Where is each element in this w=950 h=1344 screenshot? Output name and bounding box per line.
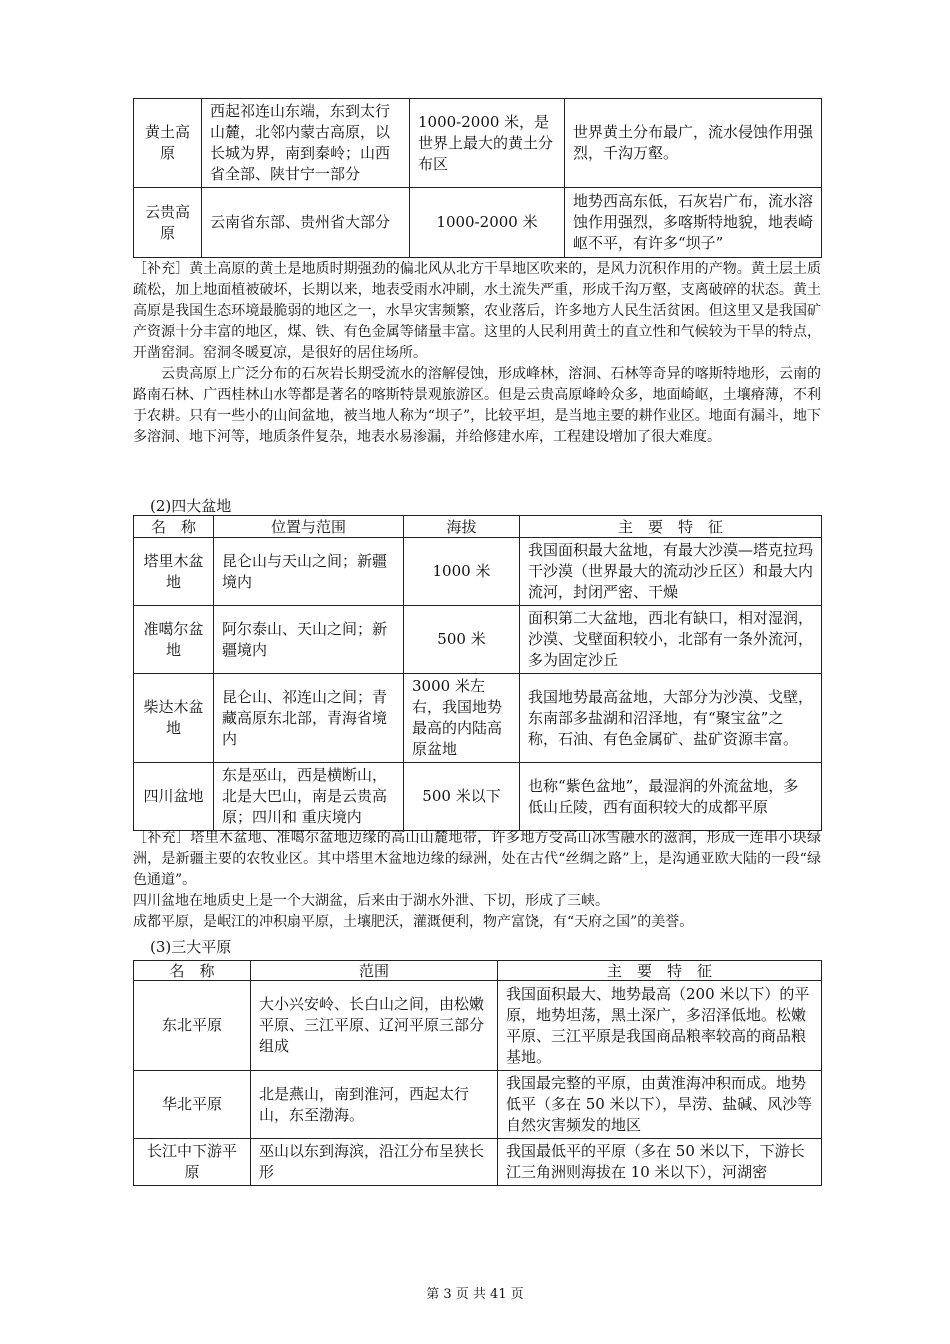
supplement-paragraph: ［补充］黄土高原的黄土是地质时期强劲的偏北风从北方干旱地区吹来的，是风力沉积作用的产物。黄土层土质疏松，加上地面植被破坏，长期以来，地表受雨水冲刷，水土流失严重，形成千沟万壑，支离破碎的状态。黄土高原是我国生态环境最脆弱的地区之一，水旱灾害频繁，农业落后，许多地方人民生活贫困。但这里又是我国矿产资源十分丰富的地区，煤、铁、有色金属等储量丰富。这里的人民利用黄土的直立性和气候较为干旱的特点，开凿窑洞。窑洞冬暖夏凉，是很好的居住场所。 — [133, 261, 821, 361]
page-number: 第 3 页 共 41 页 — [426, 1287, 524, 1302]
column-header: 海拔 — [404, 516, 520, 538]
basin-altitude: 500 米 — [404, 606, 520, 674]
plateau-table — [133, 98, 822, 258]
plateau-features: 世界黄土分布最广，流水侵蚀作用强烈，千沟万壑。 — [565, 99, 822, 188]
plain-features: 我国最完整的平原，由黄淮海冲积而成。地势低平（多在 50 米以下），旱涝、盐碱、风沙等自然灾害频发的地区 — [498, 1071, 822, 1139]
supplement-paragraph: ［补充］塔里木盆地、准噶尔盆地边缘的高山山麓地带，许多地方受高山冰雪融水的滋润，形成一连串小块绿洲，是新疆主要的农牧业区。其中塔里木盆地边缘的绿洲，处在古代“丝绸之路”上，是沟通亚欧大陆的一段“绿色通道”。 — [133, 830, 821, 888]
plateau-range: 西起祁连山东端，东到太行山麓，北邻内蒙古高原，以长城为界，南到秦岭；山西省全部、陕甘宁一部分 — [202, 99, 410, 188]
plain-features: 我国面积最大、地势最高（200 米以下）的平原，地势坦荡，黑土深广，多沼泽低地。松嫩平原、三江平原是我国商品粮率较高的商品粮基地。 — [498, 981, 822, 1071]
basins-heading: (2)四大盆地 — [150, 497, 232, 515]
basin-range: 东是巫山，西是横断山，北是大巴山，南是云贵高原；四川和 重庆境内 — [214, 763, 404, 831]
table-row — [134, 538, 822, 606]
table-header-row — [134, 961, 822, 981]
basin-name: 准噶尔盆地 — [134, 606, 214, 674]
plain-name: 华北平原 — [134, 1071, 251, 1139]
table-row — [134, 674, 822, 763]
plateau-name: 黄土高原 — [134, 99, 202, 188]
plains-heading: (3)三大平原 — [150, 938, 232, 956]
table-row — [134, 1139, 822, 1186]
plain-range: 巫山以东到海滨，沿江分布呈狭长形 — [251, 1139, 498, 1186]
plateau-features: 地势西高东低，石灰岩广布，流水溶蚀作用强烈，多喀斯特地貌，地表崎岖不平，有许多“坝子” — [565, 188, 822, 258]
table-row — [134, 981, 822, 1071]
basin-features: 面积第二大盆地，西北有缺口，相对湿润，沙漠、戈壁面积较小，北部有一条外流河，多为固定沙丘 — [520, 606, 822, 674]
basin-altitude: 1000 米 — [404, 538, 520, 606]
plateau-altitude: 1000-2000 米，是世界上最大的黄土分布区 — [410, 99, 565, 188]
column-header: 名 称 — [134, 516, 214, 538]
table-row — [134, 99, 822, 188]
table-row — [134, 188, 822, 258]
table-row — [134, 763, 822, 831]
table-header-row — [134, 516, 822, 538]
plain-table — [133, 960, 822, 1186]
basin-name: 塔里木盆地 — [134, 538, 214, 606]
basin-features: 也称“紫色盆地”，最湿润的外流盆地，多低山丘陵，西有面积较大的成都平原 — [520, 763, 822, 831]
plain-features: 我国最低平的平原（多在 50 米以下，下游长江三角洲则海拔在 10 米以下），河湖密 — [498, 1139, 822, 1186]
table-row — [134, 1071, 822, 1139]
basin-name: 四川盆地 — [134, 763, 214, 831]
column-header: 主 要 特 征 — [498, 961, 822, 981]
supplement-paragraph: 成都平原，是岷江的冲积扇平原，土壤肥沃，灌溉便利，物产富饶，有“天府之国”的美誉。 — [133, 914, 694, 930]
basin-range: 昆仑山、祁连山之间；青藏高原东北部，青海省境内 — [214, 674, 404, 763]
column-header: 位置与范围 — [214, 516, 404, 538]
plain-range: 大小兴安岭、长白山之间，由松嫩平原、三江平原、辽河平原三部分组成 — [251, 981, 498, 1071]
supplement-plateaus — [133, 259, 821, 448]
column-header: 名 称 — [134, 961, 251, 981]
plain-name: 东北平原 — [134, 981, 251, 1071]
basin-features: 我国面积最大盆地，有最大沙漠—塔克拉玛干沙漠（世界最大的流动沙丘区）和最大内流河，封闭严密、干燥 — [520, 538, 822, 606]
plain-range: 北是燕山，南到淮河，西起太行山，东至渤海。 — [251, 1071, 498, 1139]
column-header: 主 要 特 征 — [520, 516, 822, 538]
basin-features: 我国地势最高盆地，大部分为沙漠、戈壁，东南部多盐湖和沼泽地，有“聚宝盆”之称，石油、有色金属矿、盐矿资源丰富。 — [520, 674, 822, 763]
plateau-name: 云贵高原 — [134, 188, 202, 258]
basin-range: 阿尔泰山、天山之间；新疆境内 — [214, 606, 404, 674]
basin-table — [133, 515, 822, 831]
plateau-range: 云南省东部、贵州省大部分 — [202, 188, 410, 258]
supplement-basins — [133, 828, 821, 933]
plateau-altitude: 1000-2000 米 — [410, 188, 565, 258]
column-header: 范围 — [251, 961, 498, 981]
basin-name: 柴达木盆地 — [134, 674, 214, 763]
basin-altitude: 3000 米左右，我国地势最高的内陆高原盆地 — [404, 674, 520, 763]
plain-name: 长江中下游平原 — [134, 1139, 251, 1186]
basin-range: 昆仑山与天山之间；新疆境内 — [214, 538, 404, 606]
supplement-paragraph: 云贵高原上广泛分布的石灰岩长期受流水的溶解侵蚀，形成峰林，溶洞、石林等奇异的喀斯特地形，云南的路南石林、广西桂林山水等都是著名的喀斯特景观旅游区。但是云贵高原峰岭众多，地面崎岖，土壤瘠薄，不利于农耕。只有一些小的山间盆地，被当地人称为“坝子”，比较平坦，是当地主要的耕作业区。地面有漏斗，地下多溶洞、地下河等，地质条件复杂，地表水易渗漏，并给修建水库，工程建设增加了很大难度。 — [133, 366, 821, 445]
supplement-paragraph: 四川盆地在地质史上是一个大湖盆，后来由于湖水外泄、下切，形成了三峡。 — [133, 893, 609, 909]
table-row — [134, 606, 822, 674]
basin-altitude: 500 米以下 — [404, 763, 520, 831]
